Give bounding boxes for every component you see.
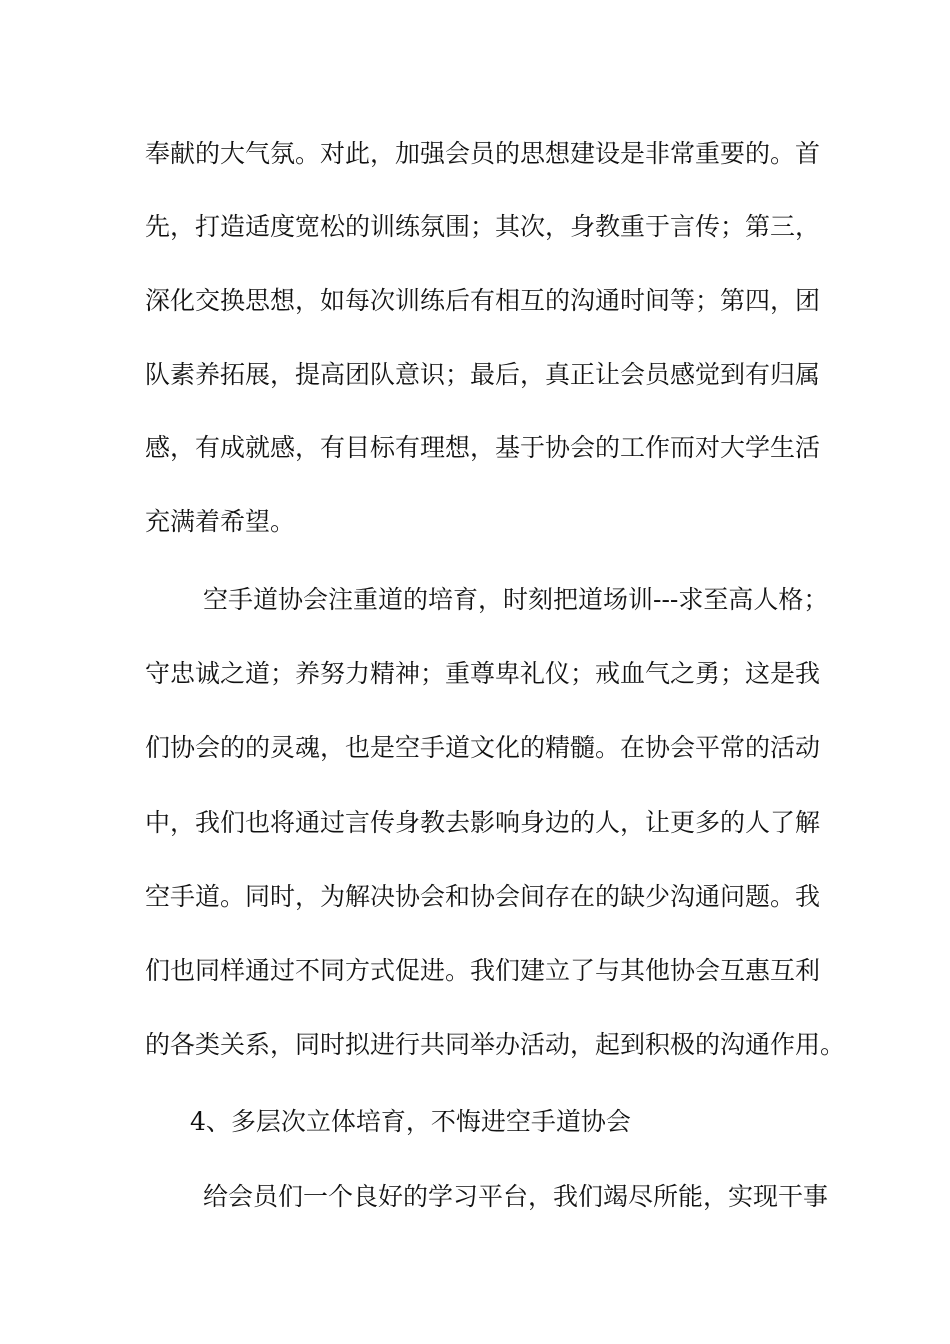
text-line-10: 中，我们也将通过言传身教去影响身边的人，让更多的人了解 [145, 808, 821, 837]
text-line-12: 们也同样通过不同方式促进。我们建立了与其他协会互惠互利 [145, 956, 821, 985]
text-line-2: 先，打造适度宽松的训练氛围；其次，身教重于言传；第三， [145, 212, 821, 241]
text-line-11: 空手道。同时，为解决协会和协会间存在的缺少沟通问题。我 [145, 882, 821, 911]
section-heading: 4、多层次立体培育，不悔进空手道协会 [190, 1107, 631, 1136]
text-line-8: 守忠诚之道；养努力精神；重尊卑礼仪；戒血气之勇；这是我 [145, 659, 821, 688]
text-line-15: 给会员们一个良好的学习平台，我们竭尽所能，实现干事 [203, 1182, 829, 1211]
text-line-13: 的各类关系，同时拟进行共同举办活动，起到积极的沟通作用。 [145, 1030, 846, 1059]
text-line-1: 奉献的大气氛。对此，加强会员的思想建设是非常重要的。首 [145, 139, 821, 168]
text-line-4: 队素养拓展，提高团队意识；最后，真正让会员感觉到有归属 [145, 360, 821, 389]
text-line-7: 空手道协会注重道的培育，时刻把道场训---求至高人格； [203, 585, 829, 614]
text-line-5: 感，有成就感，有目标有理想，基于协会的工作而对大学生活 [145, 433, 821, 462]
text-line-6: 充满着希望。 [145, 507, 296, 536]
text-line-3: 深化交换思想，如每次训练后有相互的沟通时间等；第四，团 [145, 286, 821, 315]
text-line-9: 们协会的的灵魂，也是空手道文化的精髓。在协会平常的活动 [145, 733, 821, 762]
